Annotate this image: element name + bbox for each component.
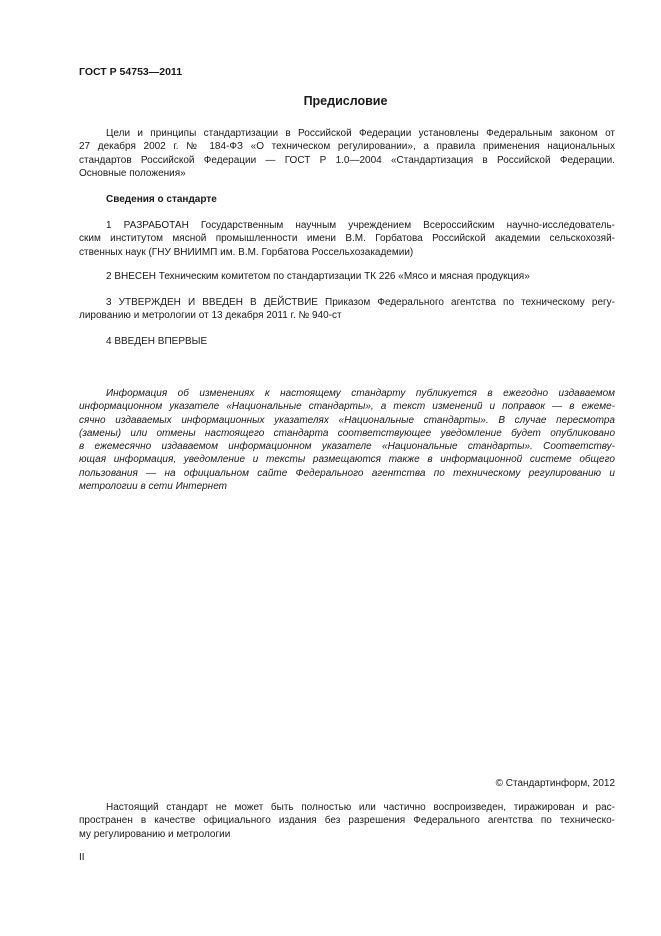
- reproduction-restriction: [79, 801, 615, 841]
- item-approved: [79, 296, 615, 323]
- intro-line: 27 декабря 2002 г. № 184-ФЗ «О техническом регулировании», а правила применения национальных: [79, 141, 615, 153]
- copyright-notice: © Стандартинформ, 2012: [495, 778, 615, 789]
- amendments-notice: [79, 387, 615, 493]
- page-title: Предисловие: [303, 94, 388, 108]
- notice-line: пользования — на официальном сайте Федерального агентства по техническому регулированию и: [79, 467, 615, 479]
- item-introduced: 2 ВНЕСЕН Техническим комитетом по стандартизации ТК 226 «Мясо и мясная продукция»: [106, 271, 530, 282]
- item-line: ственных наук (ГНУ ВНИИМП им. В.М. Горбатова Россельхозакадемии): [79, 246, 414, 258]
- item-line: 3 УТВЕРЖДЕН И ВВЕДЕН В ДЕЙСТВИЕ Приказом Федерального агентства по техническому регу-: [106, 297, 615, 308]
- intro-line: стандартов Российской Федерации — ГОСТ Р 1.0—2004 «Стандартизация в Российской Федерации.: [79, 154, 615, 166]
- item-first-introduced: 4 ВВЕДЕН ВПЕРВЫЕ: [106, 336, 208, 347]
- intro-paragraph: [79, 127, 615, 180]
- notice-line: сячно издаваемых информационных указателях «Национальные стандарты». В случае пересмотра: [79, 414, 615, 426]
- intro-line: Цели и принципы стандартизации в Российской Федерации установлены Федеральным законом от: [106, 128, 615, 139]
- restriction-line: му регулированию и метрологии: [79, 828, 231, 840]
- notice-line: информационном указателе «Национальные стандарты», а текст изменений и поправок — в ежеме-: [79, 401, 615, 413]
- notice-line: метрологии в сети Интернет: [79, 481, 227, 493]
- document-code: ГОСТ Р 54753—2011: [79, 66, 183, 78]
- notice-line: (замены) или отмены настоящего стандарта соответствующее уведомление будет опубликовано: [79, 427, 615, 439]
- notice-line: Информация об изменениях к настоящему стандарту публикуется в ежегодно издаваемом: [106, 388, 615, 399]
- standard-info-heading: Сведения о стандарте: [106, 194, 217, 205]
- notice-line: в ежемесячно издаваемом информационном указателе «Национальные стандарты». Соответству-: [79, 441, 615, 453]
- item-line: ским институтом мясной промышленности имени В.М. Горбатова Российской академии сельскохозяй-: [79, 233, 615, 245]
- intro-line: Основные положения»: [79, 167, 186, 179]
- item-developed: [79, 219, 615, 259]
- item-line: лированию и метрологии от 13 декабря 2011 г. № 940-ст: [79, 310, 342, 322]
- restriction-line: пространен в качестве официального издания без разрешения Федерального агентства по техническо-: [79, 815, 615, 827]
- item-line: 1 РАЗРАБОТАН Государственным научным учреждением Всероссийским научно-исследователь-: [106, 220, 615, 231]
- restriction-line: Настоящий стандарт не может быть полностью или частично воспроизведен, тиражирован и рас-: [106, 802, 615, 813]
- page-number: II: [79, 852, 85, 863]
- notice-line: ющая информация, уведомление и тексты размещаются также в информационной системе общего: [79, 454, 615, 466]
